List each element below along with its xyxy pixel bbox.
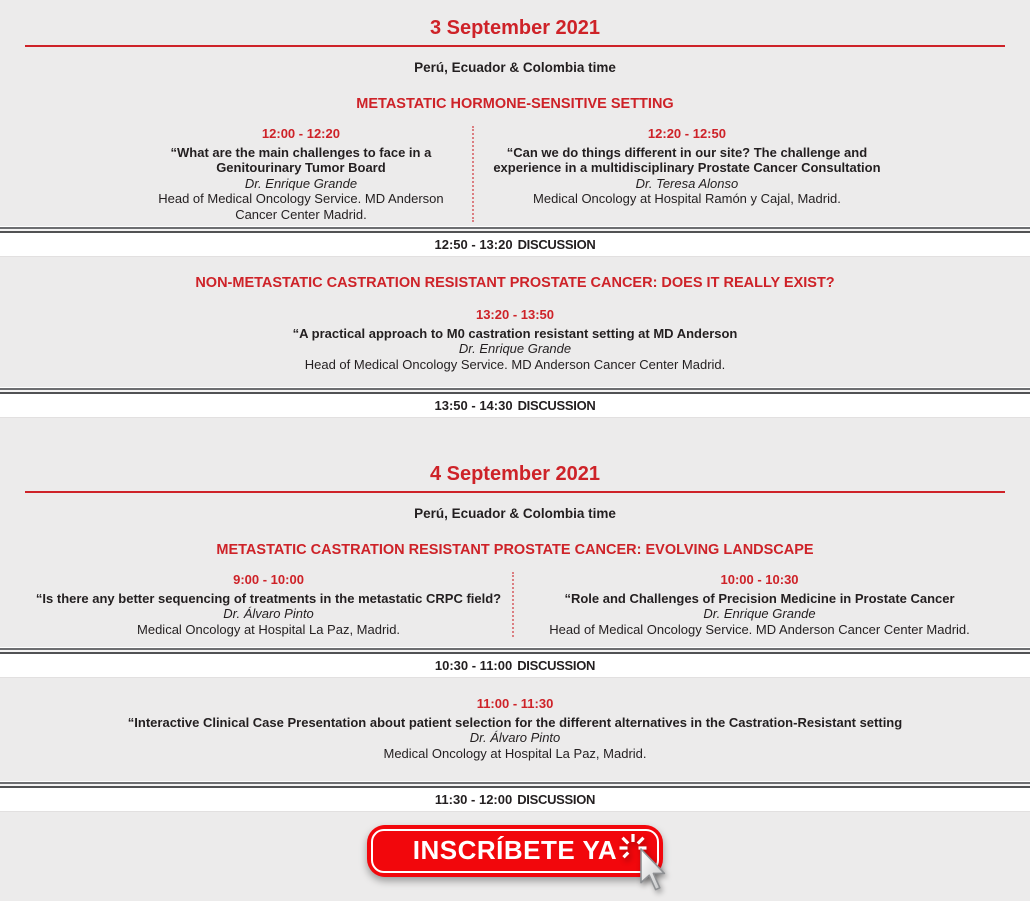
day-2-agenda (0, 462, 1030, 812)
discussion-rule (0, 781, 1030, 788)
session-time: 10:00 - 10:30 (720, 572, 799, 587)
session-speaker: Dr. Teresa Alonso (635, 175, 739, 191)
session-title: “A practical approach to M0 castration resistant setting at MD Anderson (292, 325, 738, 341)
day-1-section-1-heading: METASTATIC HORMONE-SENSITIVE SETTING (356, 96, 674, 112)
session-affiliation: Head of Medical Oncology Service. MD Anderson Cancer Center Madrid. (549, 621, 970, 637)
session-block (25, 696, 1005, 761)
session-speaker: Dr. Enrique Grande (244, 175, 358, 191)
cta-area (0, 825, 1030, 877)
day-2-session-columns (25, 572, 1005, 637)
session-affiliation: Head of Medical Oncology Service. MD Anderson Cancer Center Madrid. (158, 191, 444, 222)
session-time: 9:00 - 10:00 (233, 572, 304, 587)
click-cursor-icon (617, 829, 689, 901)
discussion-bar (0, 781, 1030, 812)
discussion-rule (0, 647, 1030, 654)
discussion-label: DISCUSSION (517, 658, 596, 673)
session-speaker: Dr. Álvaro Pinto (469, 730, 561, 745)
register-button[interactable] (367, 825, 663, 877)
day-1-title: 3 September 2021 (429, 17, 601, 39)
session-block (514, 572, 1005, 637)
timezone-note: Perú, Ecuador & Colombia time (414, 60, 616, 75)
register-button-label: INSCRÍBETE YA (412, 835, 618, 865)
day-1-session-columns (130, 126, 900, 222)
timezone-note: Perú, Ecuador & Colombia time (414, 506, 616, 521)
discussion-time: 13:50 - 14:30 (434, 398, 513, 413)
session-time: 12:20 - 12:50 (647, 126, 726, 141)
session-speaker: Dr. Enrique Grande (458, 341, 572, 356)
discussion-label: DISCUSSION (517, 398, 596, 413)
session-time: 13:20 - 13:50 (475, 307, 555, 322)
day-1-agenda (0, 16, 1030, 418)
discussion-rule (0, 226, 1030, 233)
discussion-label: DISCUSSION (517, 237, 596, 252)
red-divider-rule (25, 491, 1005, 493)
session-title: “What are the main challenges to face in a Genitourinary Tumor Board (170, 144, 432, 175)
red-divider-rule (25, 45, 1005, 47)
session-block (130, 126, 472, 222)
discussion-time: 11:30 - 12:00 (434, 792, 513, 807)
session-affiliation: Medical Oncology at Hospital Ramón y Cajal, Madrid. (533, 191, 841, 206)
session-affiliation: Medical Oncology at Hospital La Paz, Madrid. (137, 621, 401, 637)
click-burst-icon (620, 834, 647, 857)
day-2-section-1-heading: METASTATIC CASTRATION RESISTANT PROSTATE CANCER: EVOLVING LANDSCAPE (216, 542, 814, 558)
session-title: “Can we do things different in our site? The challenge and experience in a multidisciplinary Prostate Cancer Consultation (493, 144, 881, 175)
session-title: “Is there any better sequencing of treatments in the metastatic CRPC field? (35, 590, 502, 606)
discussion-bar (0, 226, 1030, 257)
session-affiliation: Head of Medical Oncology Service. MD Anderson Cancer Center Madrid. (304, 356, 726, 372)
session-block (25, 307, 1005, 372)
discussion-rule (0, 387, 1030, 394)
session-affiliation: Medical Oncology at Hospital La Paz, Madrid. (383, 745, 647, 761)
discussion-bar (0, 387, 1030, 418)
session-title: “Interactive Clinical Case Presentation about patient selection for the different alternatives in the Castration-Resistant setting (127, 714, 903, 730)
discussion-label: DISCUSSION (517, 792, 596, 807)
discussion-time: 10:30 - 11:00 (434, 658, 513, 673)
session-title: “Role and Challenges of Precision Medicine in Prostate Cancer (564, 590, 955, 606)
day-1-section-2-heading: NON-METASTATIC CASTRATION RESISTANT PROSTATE CANCER: DOES IT REALLY EXIST? (195, 275, 835, 291)
mouse-pointer-icon (641, 849, 664, 890)
session-speaker: Dr. Enrique Grande (703, 606, 816, 621)
session-time: 12:00 - 12:20 (261, 126, 340, 141)
day-2-title: 4 September 2021 (429, 463, 601, 485)
session-block (474, 126, 900, 222)
discussion-bar (0, 647, 1030, 678)
discussion-time: 12:50 - 13:20 (434, 237, 513, 252)
session-block (25, 572, 512, 637)
session-time: 11:00 - 11:30 (476, 696, 554, 711)
session-speaker: Dr. Álvaro Pinto (223, 606, 314, 621)
